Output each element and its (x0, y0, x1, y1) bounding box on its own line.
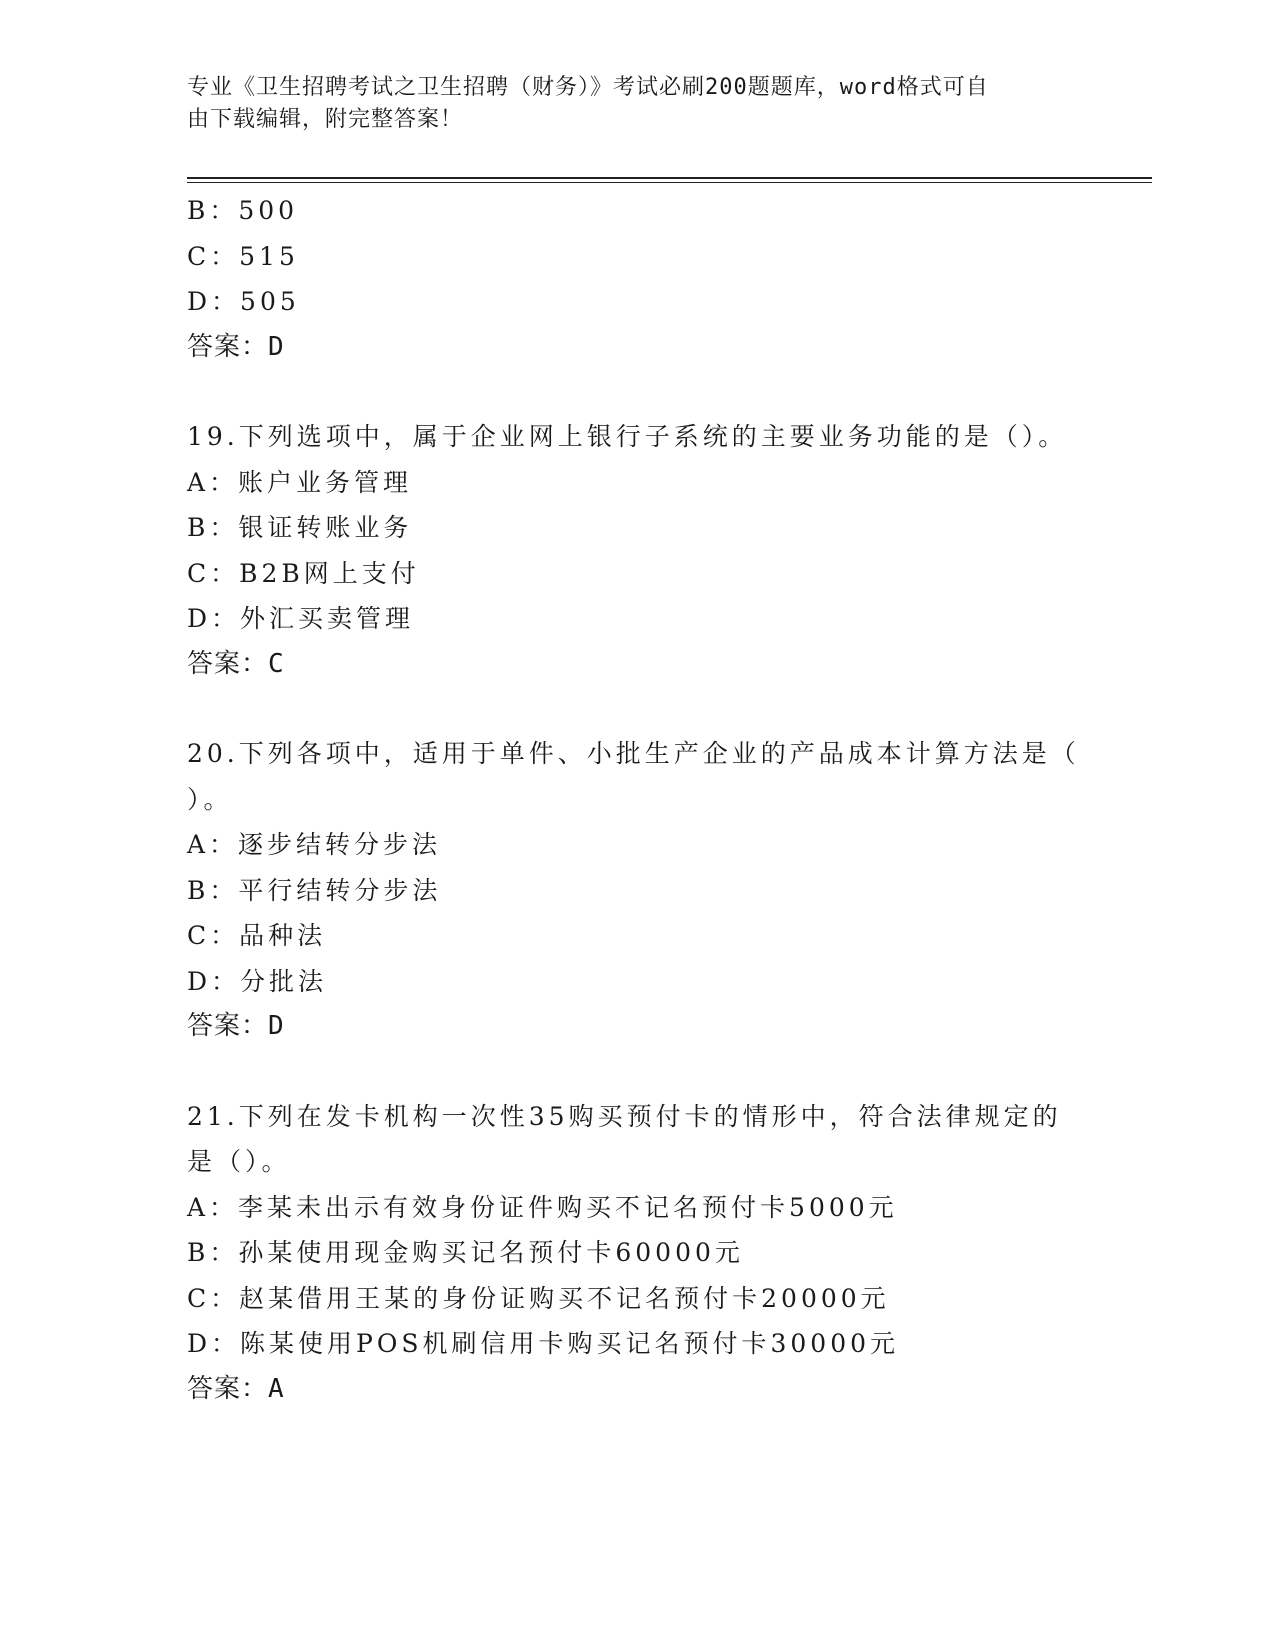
answer: 答案：C (187, 648, 285, 679)
answer: 答案：A (187, 1373, 285, 1404)
answer: 答案：D (187, 331, 285, 362)
answer: 答案：D (187, 1011, 285, 1041)
option-a: A：账户业务管理 (187, 467, 413, 497)
option-b: B：银证转账业务 (187, 513, 413, 542)
spacer (187, 370, 1087, 414)
option-a: A：李某未出示有效身份证件购买不记名预付卡5000元 (187, 1192, 898, 1222)
option-b: B：孙某使用现金购买记名预付卡60000元 (187, 1238, 744, 1267)
question-19 (187, 414, 1087, 687)
header-line-2: 由下载编辑，附完整答案！ (187, 107, 464, 132)
question-18-tail (187, 188, 1087, 370)
option-a: A：逐步结转分步法 (187, 830, 442, 859)
document-header (187, 72, 1067, 136)
question-stem: 19.下列选项中，属于企业网上银行子系统的主要业务功能的是（）。 (187, 422, 1068, 451)
question-21 (187, 1094, 1087, 1413)
question-list (187, 188, 1087, 1412)
option-c: C：品种法 (187, 921, 327, 950)
question-stem: 21.下列在发卡机构一次性35购买预付卡的情形中，符合法律规定的 (187, 1101, 1062, 1131)
option-d: D：外汇买卖管理 (187, 604, 415, 633)
option-d: D：分批法 (187, 966, 328, 996)
spacer (187, 1050, 1087, 1094)
header-line-1: 专业《卫生招聘考试之卫生招聘（财务）》考试必刷200题题库，word格式可自 (187, 75, 989, 100)
option-c: C：B2B网上支付 (187, 558, 420, 588)
header-rule-thick (187, 177, 1152, 179)
question-20 (187, 731, 1087, 1050)
option-c: C：515 (187, 241, 299, 271)
option-c: C：赵某借用王某的身份证购买不记名预付卡20000元 (187, 1283, 890, 1313)
option-b: B：500 (187, 196, 299, 225)
option-d: D：陈某使用POS机刷信用卡购买记名预付卡30000元 (187, 1329, 900, 1358)
question-stem: 20.下列各项中，适用于单件、小批生产企业的产品成本计算方法是（ (187, 739, 1080, 768)
question-stem-continued: 是（）。 (187, 1147, 291, 1176)
spacer (187, 687, 1087, 731)
header-rule-thin (187, 182, 1152, 183)
question-stem-continued: ）。 (187, 784, 233, 814)
option-b: B：平行结转分步法 (187, 875, 442, 905)
option-d: D：505 (187, 287, 300, 316)
